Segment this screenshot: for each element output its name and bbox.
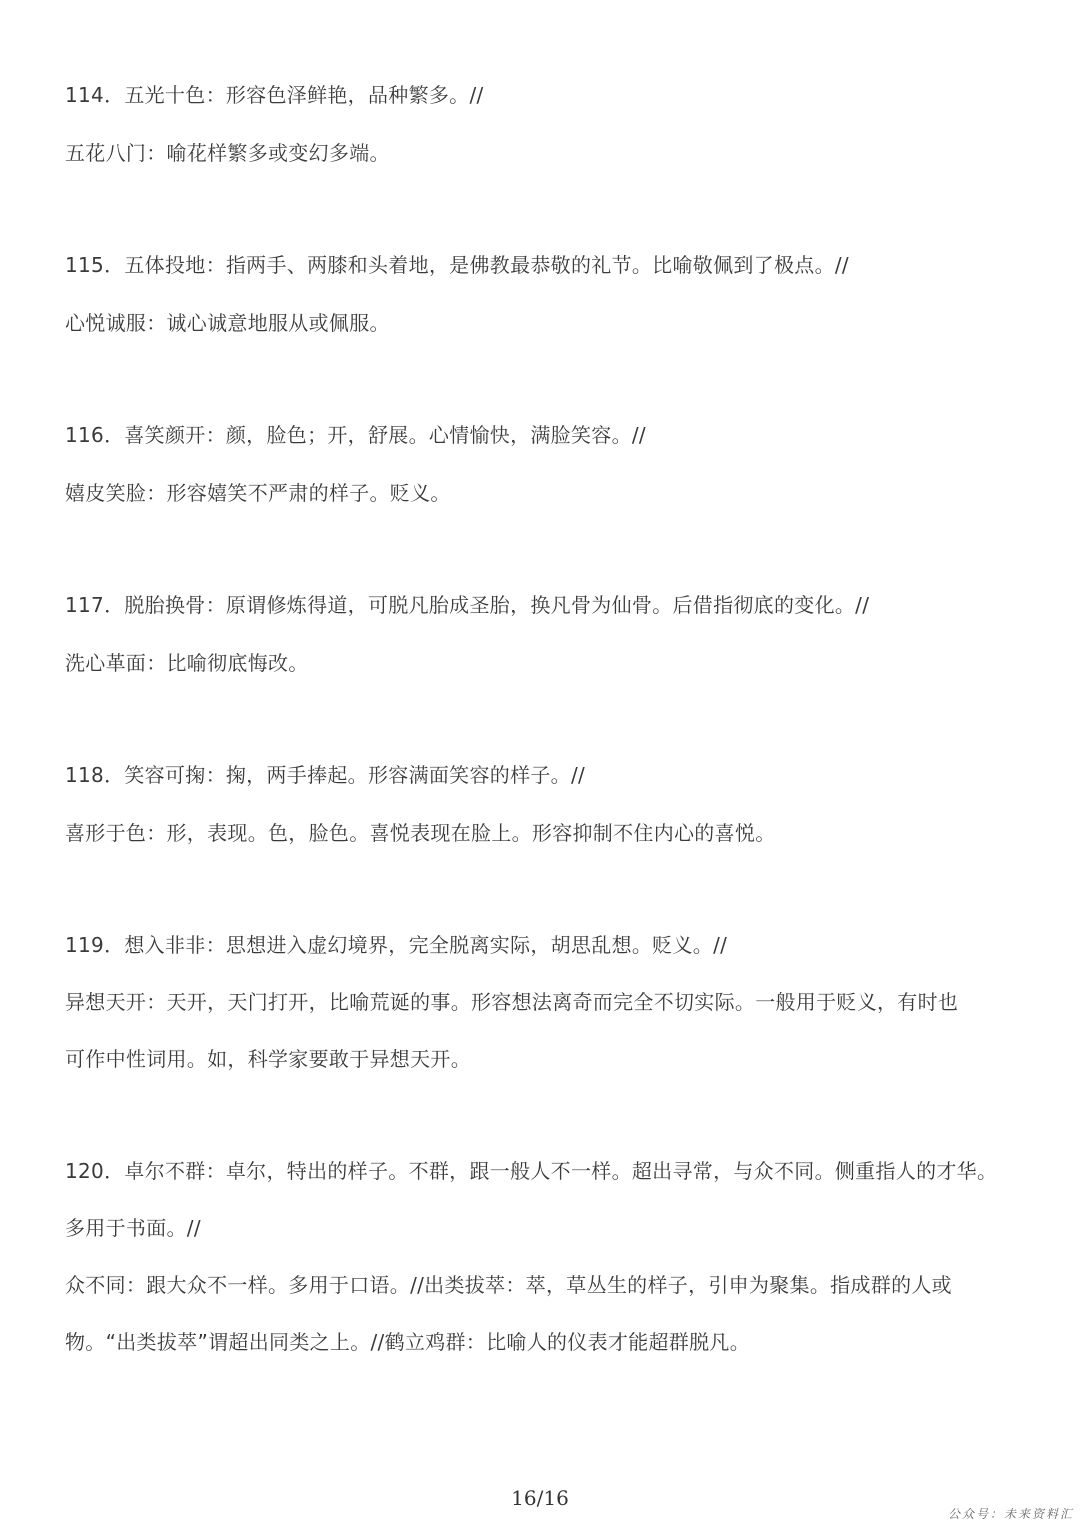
entry-line: 五花八门：喻花样繁多或变幻多端。: [65, 141, 390, 165]
entry-line: 119．想入非非：思想进入虚幻境界，完全脱离实际，胡思乱想。贬义。//: [65, 933, 728, 957]
entry-line: 117．脱胎换骨：原谓修炼得道，可脱凡胎成圣胎，换凡骨为仙骨。后借指彻底的变化。//: [65, 593, 870, 617]
entry-line: 115．五体投地：指两手、两膝和头着地，是佛教最恭敬的礼节。比喻敬佩到了极点。//: [65, 253, 849, 277]
entry-line: 嬉皮笑脸：形容嬉笑不严肃的样子。贬义。: [65, 481, 451, 505]
entry-line: 118．笑容可掬：掬，两手捧起。形容满面笑容的样子。//: [65, 763, 586, 787]
entry-line: 120．卓尔不群：卓尔，特出的样子。不群，跟一般人不一样。超出寻常，与众不同。侧重指人的才华。: [65, 1159, 998, 1183]
entry-line: 114．五光十色：形容色泽鲜艳，品种繁多。//: [65, 83, 484, 107]
entry-line: 心悦诚服：诚心诚意地服从或佩服。: [65, 311, 390, 335]
watermark: 公众号：未来资料汇: [947, 1507, 1074, 1521]
entry-line: 洗心革面：比喻彻底悔改。: [65, 651, 309, 675]
entry-line: 喜形于色：形，表现。色，脸色。喜悦表现在脸上。形容抑制不住内心的喜悦。: [65, 821, 776, 845]
entry-line: 物。“出类拔萃”谓超出同类之上。//鹤立鸡群：比喻人的仪表才能超群脱凡。: [65, 1330, 750, 1354]
entry-line: 异想天开：天开，天门打开，比喻荒诞的事。形容想法离奇而完全不切实际。一般用于贬义，有时也: [65, 990, 959, 1014]
entry-line: 多用于书面。//: [65, 1216, 201, 1240]
entry-line: 众不同：跟大众不一样。多用于口语。//出类拔萃：萃，草丛生的样子，引申为聚集。指成群的人或: [65, 1273, 952, 1297]
page-number: 16/16: [511, 1486, 569, 1510]
entry-line: 116．喜笑颜开：颜，脸色；开，舒展。心情愉快，满脸笑容。//: [65, 423, 646, 447]
entry-line: 可作中性词用。如，科学家要敢于异想天开。: [65, 1047, 471, 1071]
